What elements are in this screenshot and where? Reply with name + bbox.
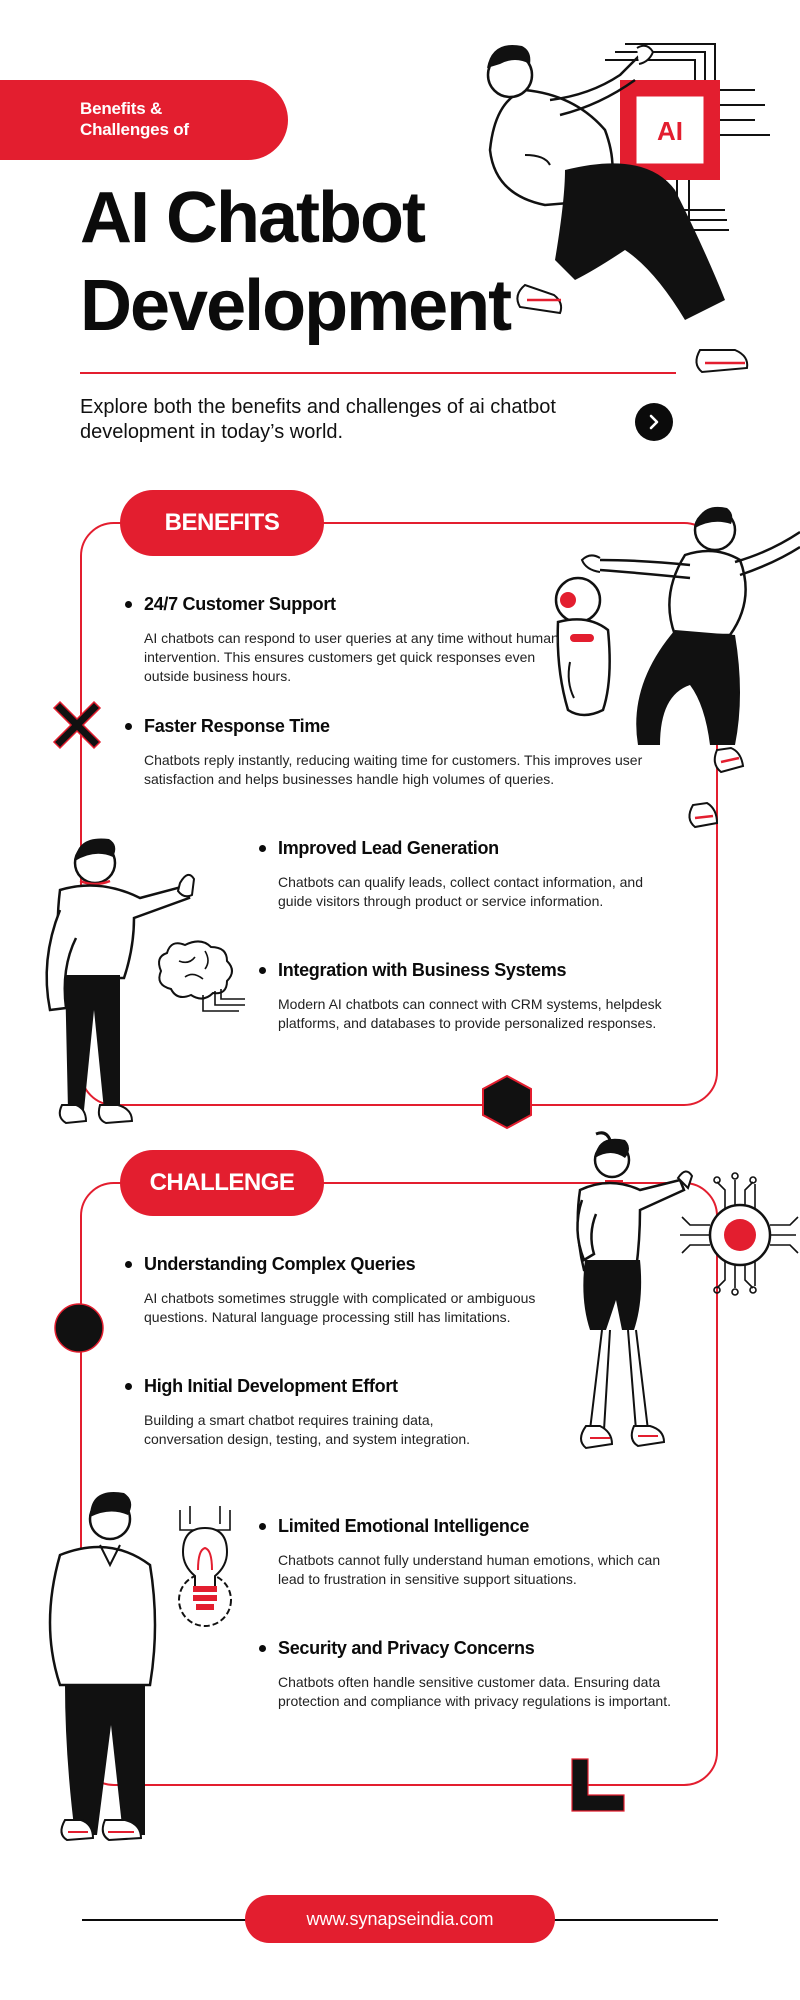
l-shape-icon: [568, 1755, 628, 1815]
challenge-item: [144, 1375, 544, 1449]
benefit-item: [278, 837, 678, 911]
benefit-title-text: 24/7 Customer Support: [144, 594, 336, 614]
benefit-item-body: AI chatbots can respond to user queries at any time without human intervention. This ensures customers get quick responses even outside business hours.: [144, 630, 559, 684]
tag-line-1: Benefits &: [80, 99, 163, 118]
brain-circuit-icon: [155, 925, 250, 1015]
header-divider: [80, 372, 676, 374]
benefit-title-text: Integration with Business Systems: [278, 960, 567, 980]
benefit-title-text: Faster Response Time: [144, 716, 330, 736]
bullet: [125, 1261, 132, 1268]
benefit-item: [144, 593, 574, 686]
bullet: [259, 1645, 266, 1652]
challenge-section-label: CHALLENGE: [120, 1150, 324, 1216]
footer-rule-left: [82, 1919, 247, 1921]
chip-label: AI: [657, 116, 683, 146]
circle-icon: [53, 1302, 105, 1354]
challenge-title-text: Understanding Complex Queries: [144, 1254, 416, 1274]
benefits-section-label: BENEFITS: [120, 490, 324, 556]
challenge-item: [278, 1637, 678, 1711]
man-with-ai-chip-illustration: [455, 30, 775, 390]
benefit-item-body: Modern AI chatbots can connect with CRM systems, helpdesk platforms, and databases to provide personalized responses.: [278, 996, 662, 1031]
tag-line-2: Challenges of: [80, 120, 189, 139]
standing-man-illustration: [30, 1485, 170, 1845]
challenge-title-text: Limited Emotional Intelligence: [278, 1516, 530, 1536]
challenge-item-body: Chatbots often handle sensitive customer data. Ensuring data protection and compliance with privacy regulations is important.: [278, 1674, 671, 1709]
challenge-item: [144, 1253, 574, 1327]
bullet: [259, 845, 266, 852]
bullet: [259, 1523, 266, 1530]
next-button[interactable]: [635, 403, 673, 441]
bullet: [125, 601, 132, 608]
benefit-item: [278, 959, 678, 1033]
bullet: [125, 723, 132, 730]
benefit-title-text: Improved Lead Generation: [278, 838, 499, 858]
footer-rule-right: [553, 1919, 718, 1921]
challenge-title-text: High Initial Development Effort: [144, 1376, 398, 1396]
website-link[interactable]: www.synapseindia.com: [245, 1895, 555, 1943]
challenge-item-body: Building a smart chatbot requires training data, conversation design, testing, and system integration.: [144, 1412, 471, 1447]
challenge-item-title: [278, 1637, 678, 1659]
x-mark-icon: [52, 700, 102, 750]
header-tag-pill: [0, 80, 288, 160]
page-title-line-2: Development: [80, 266, 511, 346]
benefit-item-title: [278, 959, 678, 981]
benefit-item-title: [144, 593, 574, 615]
bullet: [259, 967, 266, 974]
page-title-line-1: AI Chatbot: [80, 178, 424, 258]
benefit-item: [144, 715, 664, 789]
challenge-item-title: [144, 1375, 544, 1397]
lightbulb-gear-icon: [160, 1500, 250, 1635]
benefit-item-body: Chatbots reply instantly, reducing waiting time for customers. This improves user satisfaction and helps businesses handle high volumes of queries.: [144, 752, 643, 787]
challenge-item-body: Chatbots cannot fully understand human emotions, which can lead to frustration in sensitive support situations.: [278, 1552, 661, 1587]
benefit-item-body: Chatbots can qualify leads, collect contact information, and guide visitors through product or service information.: [278, 874, 643, 909]
benefit-item-title: [144, 715, 664, 737]
intro-text: Explore both the benefits and challenges of ai chatbot development in today’s world.: [80, 396, 556, 443]
hexagon-icon: [478, 1073, 536, 1131]
challenge-item-body: AI chatbots sometimes struggle with complicated or ambiguous questions. Natural language processing still has limitations.: [144, 1290, 536, 1325]
challenge-item-title: [278, 1515, 688, 1537]
chevron-right-icon: [646, 414, 662, 430]
challenge-title-text: Security and Privacy Concerns: [278, 1638, 535, 1658]
challenge-item-title: [144, 1253, 574, 1275]
benefit-item-title: [278, 837, 678, 859]
woman-with-circuit-illustration: [550, 1130, 800, 1485]
bullet: [125, 1383, 132, 1390]
challenge-item: [278, 1515, 688, 1589]
